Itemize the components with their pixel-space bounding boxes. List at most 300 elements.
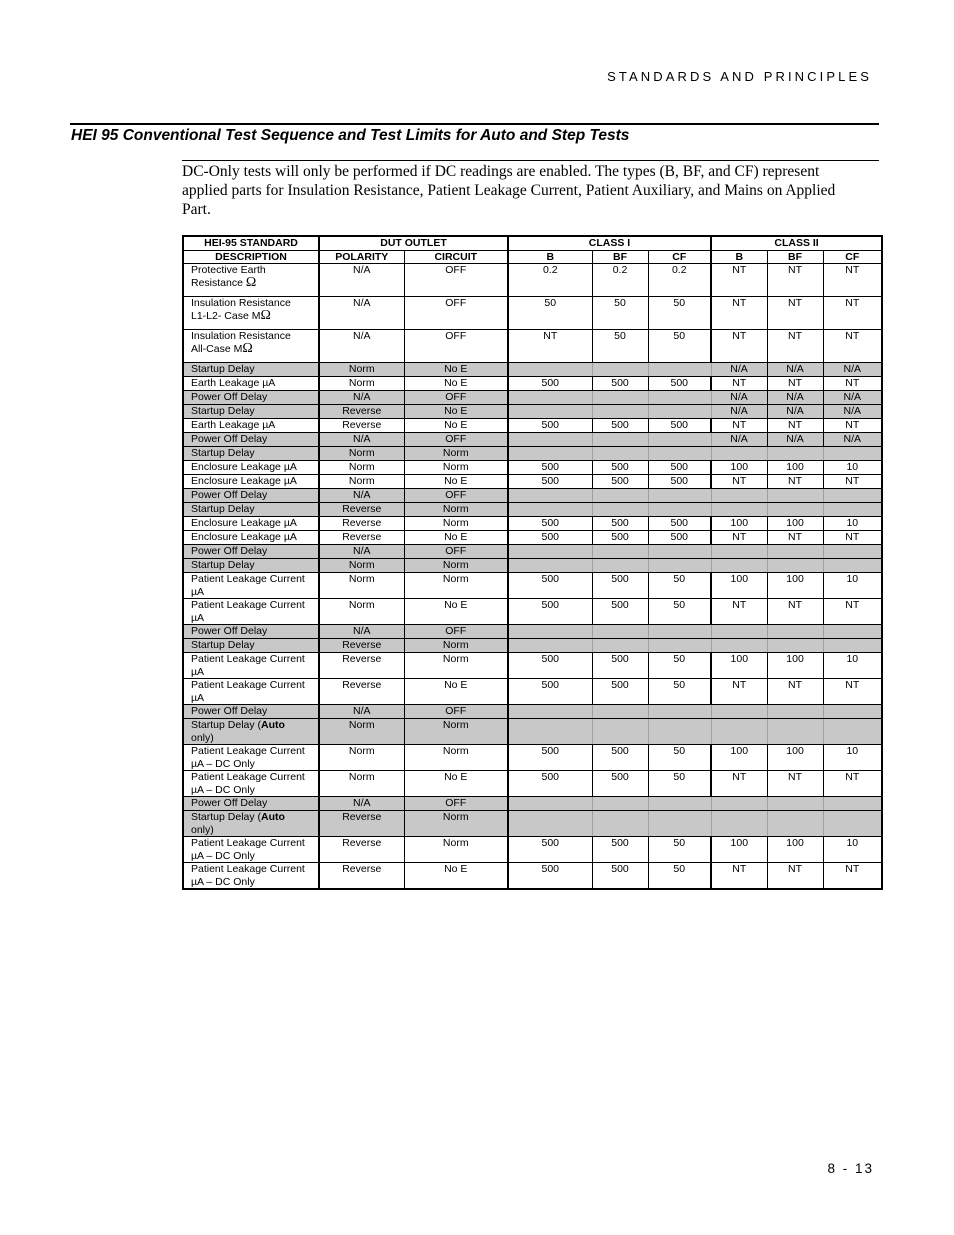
cell-description [183,625,319,639]
description-bold-text: Auto [261,719,285,731]
cell-description [183,719,319,745]
cell-class2-cf: NT [823,531,882,545]
cell-class1-b [508,405,592,419]
description-text: Power Off Delay [191,489,268,501]
cell-description [183,475,319,489]
cell-class2-bf: NT [767,679,823,705]
cell-description [183,297,319,330]
cell-description [183,330,319,363]
cell-class1-b: 500 [508,461,592,475]
description-text: Patient Leakage Current [191,771,305,783]
description-text: Patient Leakage Current [191,599,305,611]
column-header-row [183,250,882,264]
description-text: Earth Leakage µA [191,377,276,389]
table-row [183,531,882,545]
description-text-line2: Resistance [191,276,246,289]
cell-description [183,559,319,573]
description-text: Startup Delay [191,363,255,375]
cell-class1-cf: 50 [648,863,711,890]
cell-circuit: No E [404,405,508,419]
cell-class2-bf: NT [767,297,823,330]
cell-class2-bf [767,797,823,811]
cell-description [183,419,319,433]
description-text: Power Off Delay [191,705,268,717]
cell-class2-bf [767,639,823,653]
cell-class1-b: 500 [508,531,592,545]
cell-class2-b [711,625,767,639]
cell-class1-b: 500 [508,517,592,531]
cell-polarity: Norm [319,771,404,797]
cell-class2-cf: NT [823,377,882,391]
cell-class2-b [711,797,767,811]
cell-class2-b: NT [711,863,767,890]
description-text: Enclosure Leakage µA [191,475,297,487]
cell-class1-b [508,639,592,653]
cell-circuit: OFF [404,545,508,559]
description-text: Patient Leakage Current [191,653,305,665]
cell-class1-bf: 500 [592,475,648,489]
cell-polarity: Reverse [319,639,404,653]
cell-class2-b [711,503,767,517]
cell-circuit: OFF [404,625,508,639]
description-text-line2: only) [191,823,214,836]
cell-class2-b [711,489,767,503]
section-title: HEI 95 Conventional Test Sequence and Test Limits for Auto and Step Tests [71,127,630,144]
cell-circuit: Norm [404,461,508,475]
cell-circuit: OFF [404,391,508,405]
cell-class1-bf: 500 [592,573,648,599]
cell-class1-b: 500 [508,679,592,705]
cell-class2-cf: NT [823,771,882,797]
cell-class1-cf: 50 [648,599,711,625]
cell-class2-bf: 100 [767,837,823,863]
cell-circuit: OFF [404,264,508,297]
cell-class2-b: NT [711,679,767,705]
cell-class1-bf: 500 [592,863,648,890]
cell-class2-cf: 10 [823,837,882,863]
cell-class2-b: 100 [711,573,767,599]
cell-class2-cf: N/A [823,405,882,419]
cell-class1-b: 50 [508,297,592,330]
cell-polarity: N/A [319,797,404,811]
cell-class1-bf: 500 [592,653,648,679]
cell-description [183,797,319,811]
cell-class2-b: 100 [711,837,767,863]
table-row [183,811,882,837]
cell-description [183,489,319,503]
cell-polarity: N/A [319,330,404,363]
header-rule [70,123,879,125]
cell-class2-b [711,705,767,719]
cell-circuit: OFF [404,330,508,363]
table-row [183,797,882,811]
cell-circuit: Norm [404,653,508,679]
description-text: Startup Delay [191,405,255,417]
ohm-symbol: Ω [260,307,271,323]
table-row [183,461,882,475]
description-text: Power Off Delay [191,545,268,557]
cell-description [183,863,319,890]
description-text: Patient Leakage Current [191,745,305,757]
cell-polarity: N/A [319,489,404,503]
page-number: 8 - 13 [827,1161,874,1176]
cell-description [183,264,319,297]
cell-class2-b [711,639,767,653]
cell-class2-b: NT [711,475,767,489]
cell-circuit: Norm [404,719,508,745]
cell-class2-cf [823,545,882,559]
cell-class1-b [508,797,592,811]
cell-class2-b: NT [711,531,767,545]
cell-class2-bf: 100 [767,653,823,679]
cell-description [183,391,319,405]
column-header-class1-b: B [508,250,592,264]
group-header-standard: HEI-95 STANDARD [183,236,319,250]
cell-polarity: Norm [319,745,404,771]
cell-class2-bf: 100 [767,745,823,771]
test-limits-table [182,235,883,890]
group-header-class-2: CLASS II [711,236,882,250]
cell-class1-b: 0.2 [508,264,592,297]
cell-class1-bf: 500 [592,377,648,391]
description-text-line2: µA [191,691,205,704]
cell-class1-bf: 500 [592,599,648,625]
group-header-class-1: CLASS I [508,236,711,250]
table-row [183,653,882,679]
table-row [183,559,882,573]
cell-class2-bf: NT [767,771,823,797]
cell-class1-cf: 500 [648,377,711,391]
cell-class2-bf: NT [767,264,823,297]
description-text: Enclosure Leakage µA [191,461,297,473]
cell-circuit: Norm [404,503,508,517]
cell-class1-b: 500 [508,837,592,863]
table-row [183,771,882,797]
cell-class1-cf: 50 [648,330,711,363]
cell-description [183,705,319,719]
cell-class1-bf [592,447,648,461]
cell-class1-cf [648,625,711,639]
cell-circuit: No E [404,679,508,705]
cell-circuit: OFF [404,297,508,330]
cell-class1-b: 500 [508,863,592,890]
cell-class1-bf: 50 [592,330,648,363]
description-text: Earth Leakage µA [191,419,276,431]
cell-circuit: Norm [404,837,508,863]
cell-class2-cf: NT [823,330,882,363]
cell-class2-cf: NT [823,475,882,489]
table-row [183,639,882,653]
description-text: Patient Leakage Current [191,837,305,849]
cell-description [183,377,319,391]
cell-class2-b: N/A [711,433,767,447]
cell-class1-bf: 500 [592,461,648,475]
cell-class2-cf: 10 [823,745,882,771]
cell-description [183,447,319,461]
description-text: Insulation Resistance [191,330,291,342]
cell-polarity: Reverse [319,653,404,679]
cell-circuit: No E [404,475,508,489]
cell-description [183,433,319,447]
cell-circuit: No E [404,771,508,797]
cell-class2-bf: 100 [767,517,823,531]
description-text: Startup Delay [191,559,255,571]
description-text-line2: L1-L2- Case M [191,309,261,322]
cell-class2-bf: NT [767,377,823,391]
cell-class2-cf: NT [823,264,882,297]
cell-class1-cf [648,559,711,573]
cell-circuit: No E [404,363,508,377]
cell-class2-b: NT [711,297,767,330]
cell-class1-bf: 50 [592,297,648,330]
table-row [183,599,882,625]
cell-class1-cf: 500 [648,531,711,545]
column-header-class1-bf: BF [592,250,648,264]
cell-polarity: Norm [319,363,404,377]
cell-class1-bf [592,489,648,503]
cell-class2-bf: N/A [767,405,823,419]
description-text-line2: µA [191,665,205,678]
cell-class1-b: 500 [508,599,592,625]
cell-class1-bf [592,391,648,405]
cell-class2-cf [823,705,882,719]
cell-class2-cf: NT [823,863,882,890]
cell-polarity: N/A [319,391,404,405]
column-header-class2-bf: BF [767,250,823,264]
cell-circuit: Norm [404,517,508,531]
cell-description [183,745,319,771]
cell-class2-cf [823,639,882,653]
cell-class2-bf [767,489,823,503]
description-text-line2: µA – DC Only [191,783,255,796]
cell-class2-b [711,559,767,573]
description-text-line2: µA [191,611,205,624]
table-row [183,405,882,419]
table-row [183,719,882,745]
cell-class1-cf [648,797,711,811]
cell-description [183,531,319,545]
cell-class2-cf: 10 [823,573,882,599]
cell-polarity: Reverse [319,517,404,531]
cell-class1-cf: 50 [648,653,711,679]
cell-polarity: Norm [319,475,404,489]
cell-class1-cf: 50 [648,837,711,863]
cell-class2-b: NT [711,330,767,363]
cell-class1-bf [592,625,648,639]
cell-circuit: Norm [404,573,508,599]
cell-class1-bf [592,363,648,377]
cell-description [183,573,319,599]
table-row [183,363,882,377]
cell-circuit: Norm [404,745,508,771]
cell-class1-b [508,719,592,745]
cell-circuit: No E [404,377,508,391]
description-text: Startup Delay [191,639,255,651]
cell-description [183,653,319,679]
cell-class2-bf [767,625,823,639]
table-row [183,705,882,719]
cell-class1-b [508,363,592,377]
description-text: Protective Earth [191,264,266,276]
cell-class1-bf [592,503,648,517]
cell-polarity: Reverse [319,531,404,545]
cell-description [183,599,319,625]
cell-description [183,545,319,559]
cell-class2-b [711,719,767,745]
cell-class2-bf: N/A [767,391,823,405]
cell-circuit: OFF [404,489,508,503]
description-text: Startup Delay ( [191,811,262,823]
cell-class1-bf [592,797,648,811]
cell-class2-bf [767,811,823,837]
cell-class2-cf: NT [823,297,882,330]
running-header: STANDARDS AND PRINCIPLES [607,69,872,84]
cell-class1-cf [648,405,711,419]
cell-class2-bf: NT [767,863,823,890]
table-row [183,264,882,297]
cell-class2-bf [767,545,823,559]
group-header-dut-outlet: DUT OUTLET [319,236,508,250]
description-text: Power Off Delay [191,391,268,403]
cell-class2-b: NT [711,264,767,297]
cell-class1-b: 500 [508,573,592,599]
table-row [183,489,882,503]
table-row [183,625,882,639]
cell-description [183,837,319,863]
cell-class2-bf: N/A [767,363,823,377]
cell-class1-cf: 50 [648,771,711,797]
table-row [183,433,882,447]
description-text-line2: µA – DC Only [191,757,255,770]
cell-class2-bf: NT [767,531,823,545]
description-text: Power Off Delay [191,433,268,445]
cell-class1-bf [592,559,648,573]
cell-class2-bf [767,705,823,719]
cell-class2-cf: 10 [823,653,882,679]
cell-class1-bf: 500 [592,771,648,797]
table-row [183,545,882,559]
column-header-class1-cf: CF [648,250,711,264]
cell-class1-b: 500 [508,377,592,391]
cell-polarity: Reverse [319,863,404,890]
table-row [183,377,882,391]
description-text: Insulation Resistance [191,297,291,309]
description-bold-text: Auto [261,811,285,823]
cell-circuit: OFF [404,797,508,811]
cell-class2-bf: 100 [767,461,823,475]
table-row [183,419,882,433]
cell-class2-b: N/A [711,405,767,419]
cell-polarity: N/A [319,705,404,719]
cell-class2-bf: NT [767,330,823,363]
cell-circuit: Norm [404,639,508,653]
cell-class1-bf: 500 [592,837,648,863]
cell-class1-b [508,503,592,517]
description-text: Enclosure Leakage µA [191,517,297,529]
table-row [183,517,882,531]
cell-polarity: Norm [319,447,404,461]
cell-class2-b: N/A [711,391,767,405]
cell-class2-bf [767,719,823,745]
cell-class1-b [508,447,592,461]
cell-class1-b [508,559,592,573]
cell-class2-b [711,811,767,837]
cell-class2-bf [767,503,823,517]
description-text: Power Off Delay [191,625,268,637]
cell-class2-b: N/A [711,363,767,377]
cell-description [183,771,319,797]
ohm-symbol: Ω [245,274,257,290]
cell-class2-cf [823,797,882,811]
cell-class2-bf: NT [767,599,823,625]
cell-description [183,461,319,475]
cell-class2-b [711,545,767,559]
cell-class1-b: 500 [508,653,592,679]
cell-circuit: No E [404,863,508,890]
cell-class2-cf: NT [823,679,882,705]
cell-class1-bf: 0.2 [592,264,648,297]
cell-class1-bf [592,639,648,653]
cell-class2-cf: N/A [823,363,882,377]
cell-class1-cf [648,433,711,447]
cell-polarity: N/A [319,264,404,297]
cell-class2-cf: 10 [823,461,882,475]
cell-class1-b [508,433,592,447]
cell-class2-cf [823,719,882,745]
table-row [183,475,882,489]
cell-circuit: No E [404,419,508,433]
description-text-line2: All-Case M [191,342,243,355]
cell-description [183,679,319,705]
cell-circuit: Norm [404,559,508,573]
cell-class2-cf: N/A [823,391,882,405]
cell-class2-cf: 10 [823,517,882,531]
cell-circuit: OFF [404,433,508,447]
intro-paragraph: DC-Only tests will only be performed if DC readings are enabled. The types (B, BF, and CF) represent applied parts for Insulation Resistance, Patient Leakage Current, Patient Auxiliary, and Mains on Applied Part. [182,163,836,218]
cell-polarity: Reverse [319,419,404,433]
cell-class1-cf [648,639,711,653]
cell-class2-cf [823,503,882,517]
description-text: Power Off Delay [191,797,268,809]
cell-circuit: OFF [404,705,508,719]
cell-class1-cf: 50 [648,745,711,771]
cell-class1-b [508,545,592,559]
cell-class1-b: 500 [508,771,592,797]
cell-class1-bf: 500 [592,679,648,705]
cell-circuit: Norm [404,811,508,837]
table-row [183,573,882,599]
table-row [183,837,882,863]
cell-description [183,639,319,653]
cell-polarity: Norm [319,573,404,599]
description-text-line2: only) [191,731,214,744]
cell-class1-cf [648,719,711,745]
cell-class1-cf: 500 [648,517,711,531]
cell-class2-b: 100 [711,461,767,475]
column-header-polarity: POLARITY [319,250,404,264]
group-header-row [183,236,882,250]
ohm-symbol: Ω [242,340,253,356]
cell-class1-b: NT [508,330,592,363]
description-text-line2: µA [191,585,205,598]
cell-class1-bf: 500 [592,419,648,433]
description-text: Startup Delay [191,503,255,515]
cell-class1-cf: 0.2 [648,264,711,297]
cell-polarity: Norm [319,559,404,573]
cell-class1-cf [648,545,711,559]
cell-class1-cf [648,811,711,837]
table-row [183,447,882,461]
